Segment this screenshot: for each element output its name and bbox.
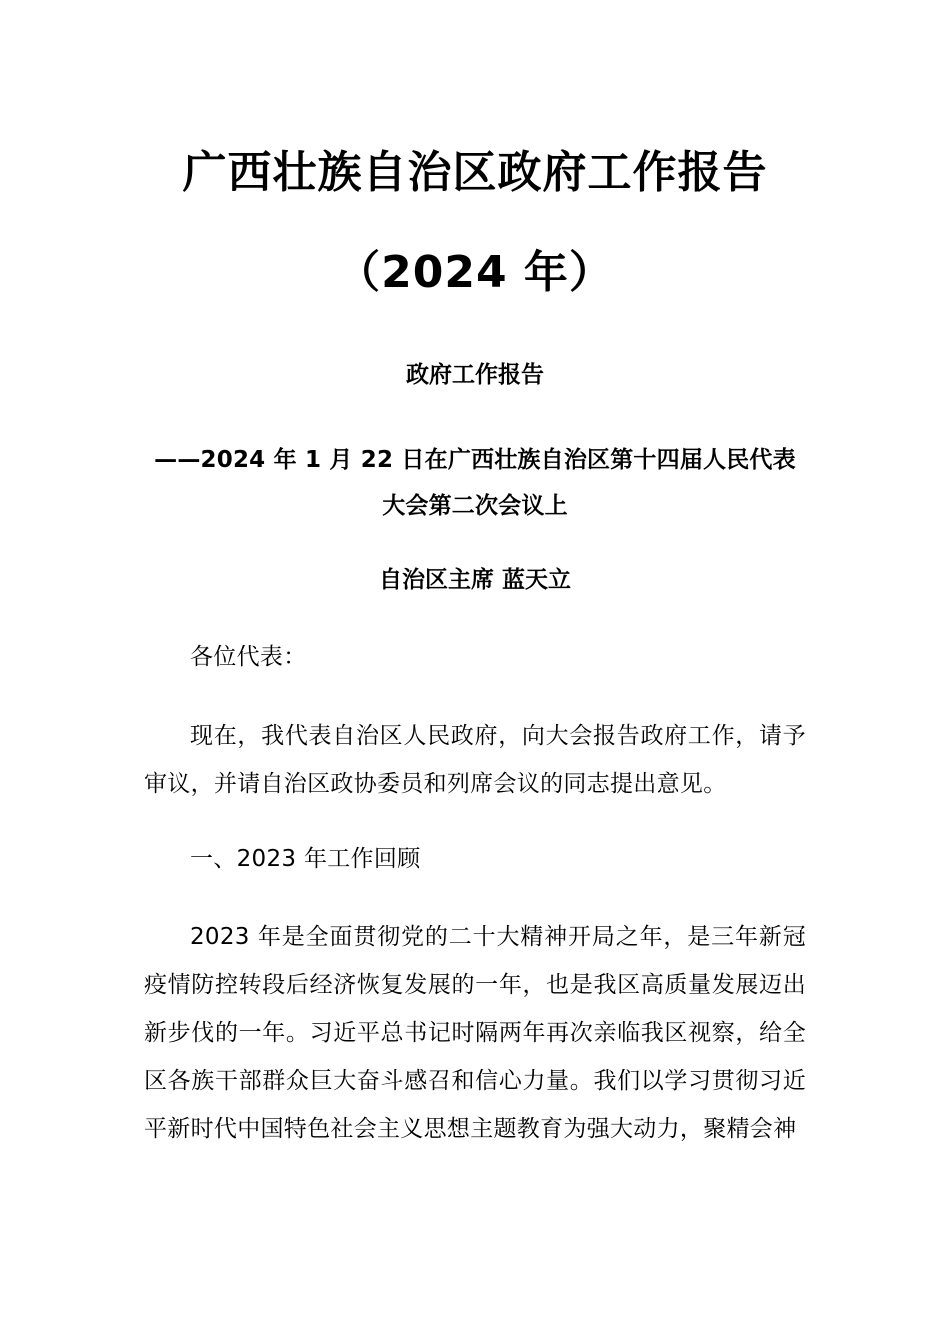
report-speaker: 自治区主席 蓝天立 [378,567,571,593]
body-paragraph: 2023 年是全面贯彻党的二十大精神开局之年，是三年新冠疫情防控转段后经济恢复发展的一年，也是我区高质量发展迈出新步伐的一年。习近平总书记时隔两年再次亲临我区视察，给全区各族干部群众巨大奋斗感召和信心力量。我们以学习贯彻习近平新时代中国特色社会主义思想主题教育为强大动力，聚精会神 [144,924,806,1142]
report-subtitle: 政府工作报告 [406,362,544,388]
intro-paragraph: 现在，我代表自治区人民政府，向大会报告政府工作，请予审议，并请自治区政协委员和列席会议的同志提出意见。 [144,723,806,797]
document-year: （2024 年） [336,247,614,298]
document-title: 广西壮族自治区政府工作报告 [182,147,768,198]
report-occasion: ——2024 年 1 月 22 日在广西壮族自治区第十四届人民代表大会第二次会议上 [154,447,796,519]
section-heading: 一、2023 年工作回顾 [190,846,421,872]
greeting-paragraph: 各位代表： [190,644,307,670]
